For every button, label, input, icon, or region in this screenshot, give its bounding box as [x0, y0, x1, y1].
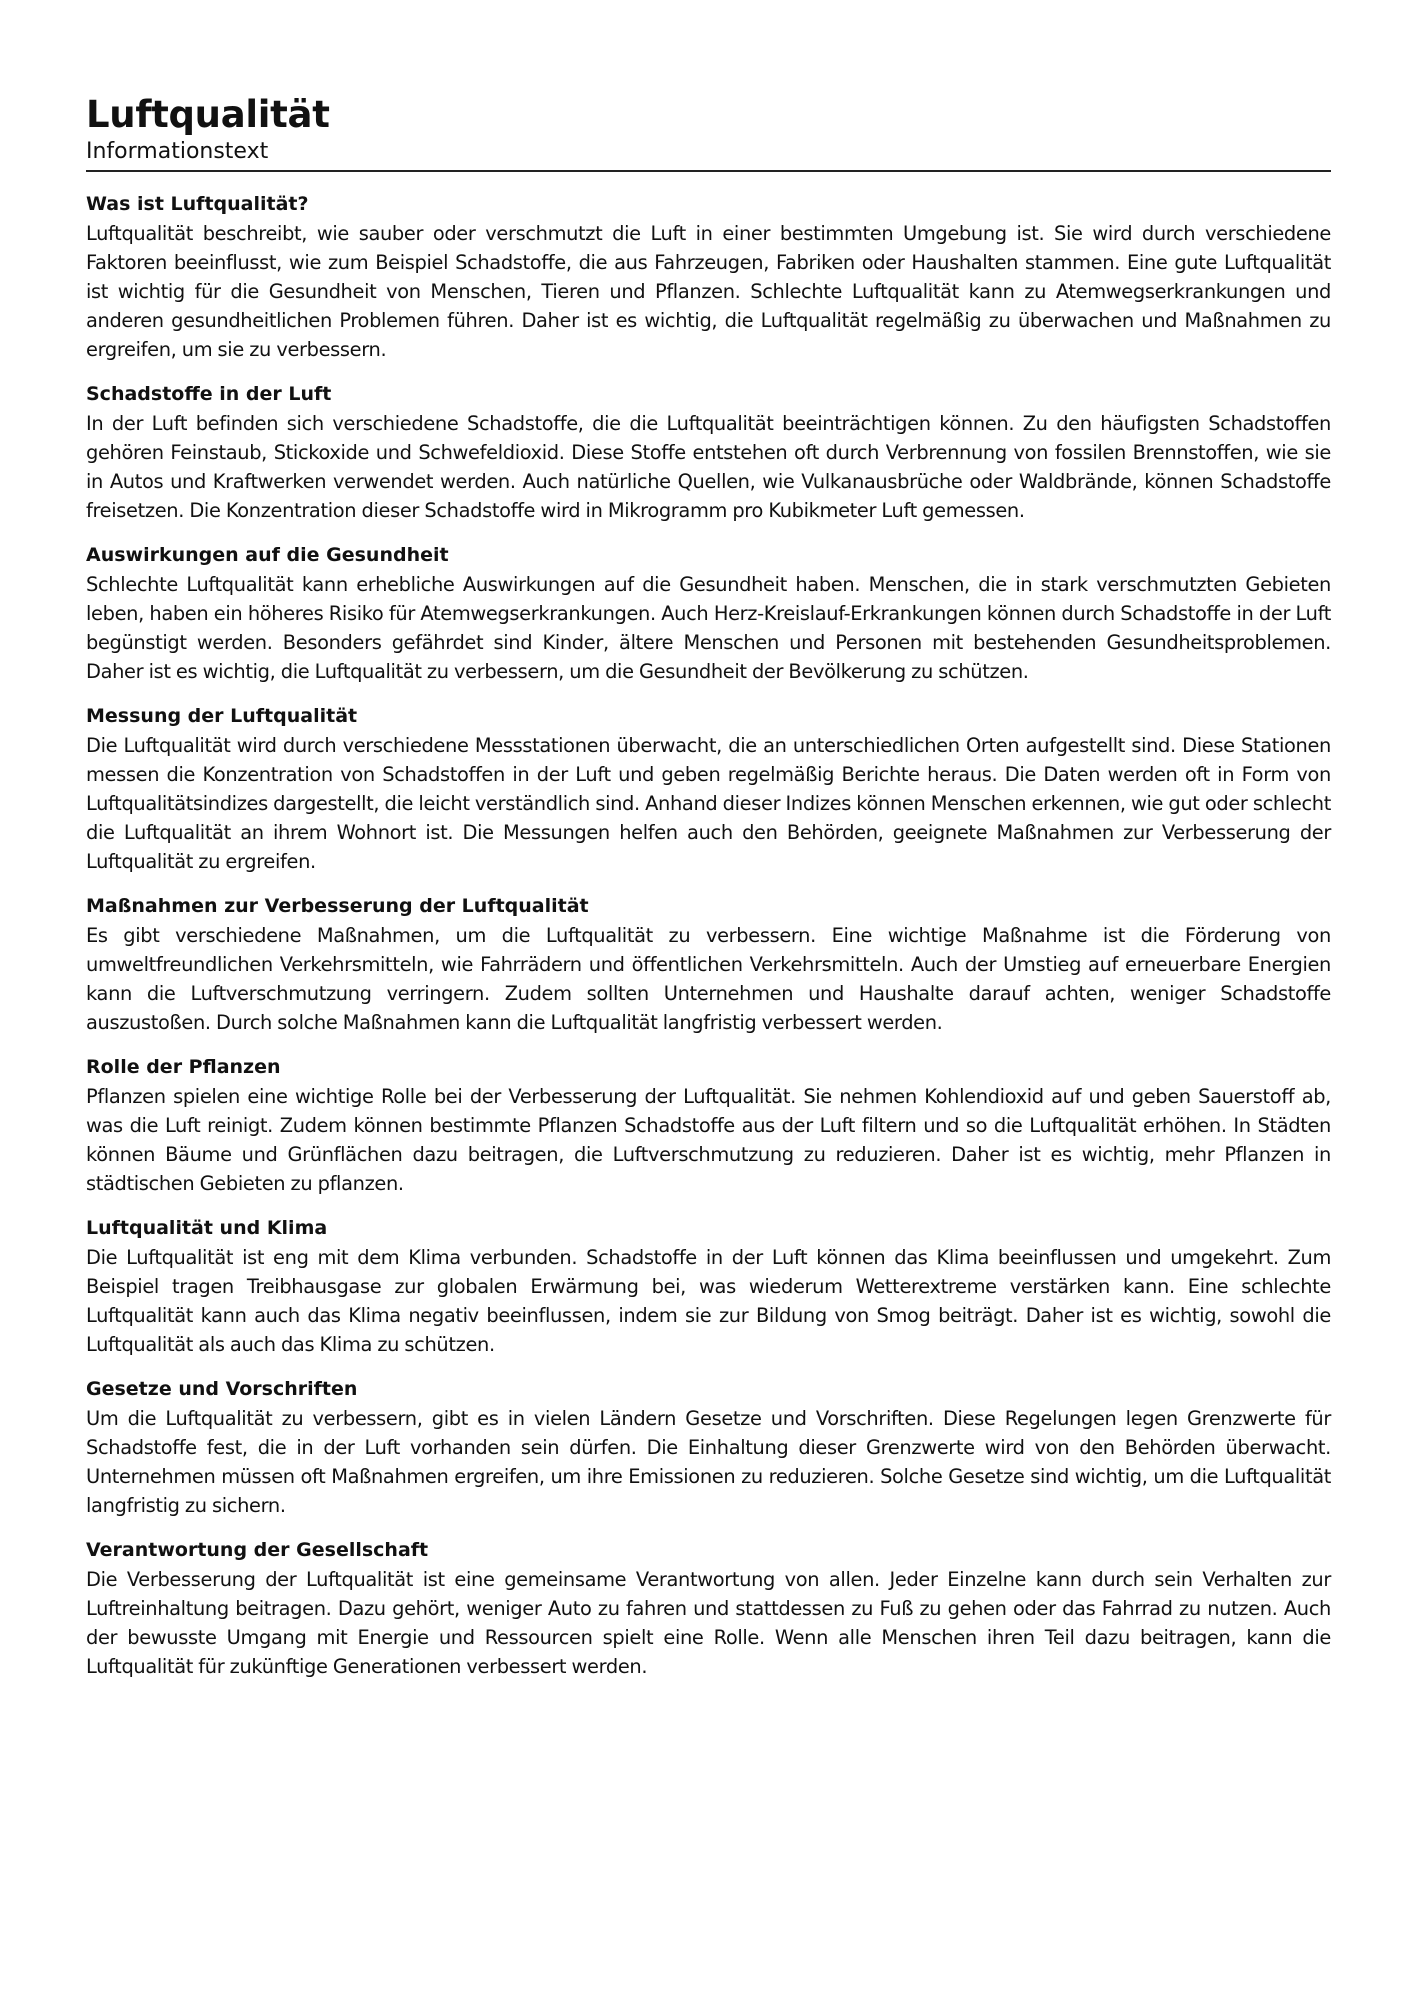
section-verantwortung	[86, 1536, 1331, 1681]
document-subtitle: Informationstext	[86, 139, 269, 164]
section-messung	[86, 702, 1331, 876]
section-was-ist-luftqualitaet	[86, 190, 1331, 364]
section-body: Schlechte Luftqualität kann erhebliche Auswirkungen auf die Gesundheit haben. Menschen, die in stark verschmutzten Gebieten leben, haben ein höheres Risiko für Atemwegserkrankungen. Auch Herz-Kreislauf-Erkrankungen können durch Schadstoffe in der Luft begünstigt werden. Besonders gefährdet sind Kinder, ältere Menschen und Personen mit bestehenden Gesundheitsproblemen. Daher ist es wichtig, die Luftqualität zu verbessern, um die Gesundheit der Bevölkerung zu schützen.	[86, 573, 1331, 683]
title-divider	[86, 170, 1331, 172]
section-heading: Was ist Luftqualität?	[86, 193, 309, 215]
section-massnahmen	[86, 892, 1331, 1037]
section-gesundheit	[86, 541, 1331, 686]
section-heading: Luftqualität und Klima	[86, 1217, 328, 1239]
section-heading: Maßnahmen zur Verbesserung der Luftqualität	[86, 895, 589, 917]
section-body: Pflanzen spielen eine wichtige Rolle bei der Verbesserung der Luftqualität. Sie nehmen Kohlendioxid auf und geben Sauerstoff ab, was die Luft reinigt. Zudem können bestimmte Pflanzen Schadstoffe aus der Luft filtern und so die Luftqualität erhöhen. In Städten können Bäume und Grünflächen dazu beitragen, die Luftverschmutzung zu reduzieren. Daher ist es wichtig, mehr Pflanzen in städtischen Gebieten zu pflanzen.	[86, 1085, 1331, 1195]
section-body: Luftqualität beschreibt, wie sauber oder verschmutzt die Luft in einer bestimmten Umgebung ist. Sie wird durch verschiedene Faktoren beeinflusst, wie zum Beispiel Schadstoffe, die aus Fahrzeugen, Fabriken oder Haushalten stammen. Eine gute Luftqualität ist wichtig für die Gesundheit von Menschen, Tieren und Pflanzen. Schlechte Luftqualität kann zu Atemwegserkrankungen und anderen gesundheitlichen Problemen führen. Daher ist es wichtig, die Luftqualität regelmäßig zu überwachen und Maßnahmen zu ergreifen, um sie zu verbessern.	[86, 222, 1331, 361]
section-body: Die Luftqualität wird durch verschiedene Messstationen überwacht, die an unterschiedlichen Orten aufgestellt sind. Diese Stationen messen die Konzentration von Schadstoffen in der Luft und geben regelmäßig Berichte heraus. Die Daten werden oft in Form von Luftqualitätsindizes dargestellt, die leicht verständlich sind. Anhand dieser Indizes können Menschen erkennen, wie gut oder schlecht die Luftqualität an ihrem Wohnort ist. Die Messungen helfen auch den Behörden, geeignete Maßnahmen zur Verbesserung der Luftqualität zu ergreifen.	[86, 734, 1331, 873]
document-page	[86, 92, 1331, 1697]
section-pflanzen	[86, 1053, 1331, 1198]
section-body: Um die Luftqualität zu verbessern, gibt es in vielen Ländern Gesetze und Vorschriften. Diese Regelungen legen Grenzwerte für Schadstoffe fest, die in der Luft vorhanden sein dürfen. Die Einhaltung dieser Grenzwerte wird von den Behörden überwacht. Unternehmen müssen oft Maßnahmen ergreifen, um ihre Emissionen zu reduzieren. Solche Gesetze sind wichtig, um die Luftqualität langfristig zu sichern.	[86, 1407, 1331, 1517]
section-heading: Schadstoffe in der Luft	[86, 383, 332, 405]
section-heading: Auswirkungen auf die Gesundheit	[86, 544, 449, 566]
section-body: In der Luft befinden sich verschiedene Schadstoffe, die die Luftqualität beeinträchtigen können. Zu den häufigsten Schadstoffen gehören Feinstaub, Stickoxide und Schwefeldioxid. Diese Stoffe entstehen oft durch Verbrennung von fossilen Brennstoffen, wie sie in Autos und Kraftwerken verwendet werden. Auch natürliche Quellen, wie Vulkanausbrüche oder Waldbrände, können Schadstoffe freisetzen. Die Konzentration dieser Schadstoffe wird in Mikrogramm pro Kubikmeter Luft gemessen.	[86, 412, 1331, 522]
section-body: Die Verbesserung der Luftqualität ist eine gemeinsame Verantwortung von allen. Jeder Einzelne kann durch sein Verhalten zur Luftreinhaltung beitragen. Dazu gehört, weniger Auto zu fahren und stattdessen zu Fuß zu gehen oder das Fahrrad zu nutzen. Auch der bewusste Umgang mit Energie und Ressourcen spielt eine Rolle. Wenn alle Menschen ihren Teil dazu beitragen, kann die Luftqualität für zukünftige Generationen verbessert werden.	[86, 1568, 1331, 1678]
section-heading: Verantwortung der Gesellschaft	[86, 1539, 429, 1561]
section-body: Die Luftqualität ist eng mit dem Klima verbunden. Schadstoffe in der Luft können das Klima beeinflussen und umgekehrt. Zum Beispiel tragen Treibhausgase zur globalen Erwärmung bei, was wiederum Wetterextreme verstärken kann. Eine schlechte Luftqualität kann auch das Klima negativ beeinflussen, indem sie zur Bildung von Smog beiträgt. Daher ist es wichtig, sowohl die Luftqualität als auch das Klima zu schützen.	[86, 1246, 1331, 1356]
section-schadstoffe	[86, 380, 1331, 525]
section-klima	[86, 1214, 1331, 1359]
section-heading: Gesetze und Vorschriften	[86, 1378, 358, 1400]
section-gesetze	[86, 1375, 1331, 1520]
section-body: Es gibt verschiedene Maßnahmen, um die Luftqualität zu verbessern. Eine wichtige Maßnahme ist die Förderung von umweltfreundlichen Verkehrsmitteln, wie Fahrrädern und öffentlichen Verkehrsmitteln. Auch der Umstieg auf erneuerbare Energien kann die Luftverschmutzung verringern. Zudem sollten Unternehmen und Haushalte darauf achten, weniger Schadstoffe auszustoßen. Durch solche Maßnahmen kann die Luftqualität langfristig verbessert werden.	[86, 924, 1331, 1034]
section-heading: Messung der Luftqualität	[86, 705, 358, 727]
document-title: Luftqualität	[86, 93, 330, 136]
section-heading: Rolle der Pflanzen	[86, 1056, 281, 1078]
